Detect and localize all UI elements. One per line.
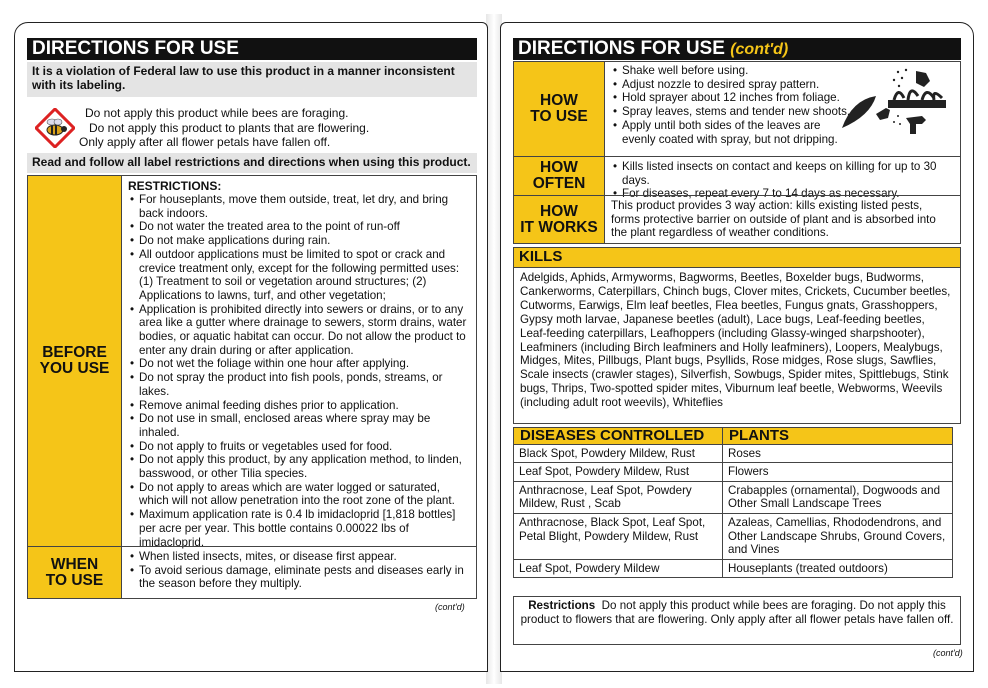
diseases-controlled-header: DISEASES CONTROLLED: [514, 428, 723, 445]
restriction-item: • Do not spray the product into fish pools, ponds, streams, or lakes.: [139, 371, 470, 398]
how-often-label: HOW OFTEN: [513, 156, 605, 196]
table-row: [514, 559, 953, 578]
how-to-use-label: HOW TO USE: [513, 61, 605, 157]
disease-table: [513, 427, 953, 578]
kills-box: [513, 267, 961, 424]
when-to-use-item: • To avoid serious damage, eliminate pests and diseases early in the season before they multiply.: [139, 564, 470, 591]
how-to-use-box: [604, 61, 961, 157]
right-page: [500, 22, 974, 672]
disease-table-header: [514, 428, 953, 445]
table-row: [514, 513, 953, 559]
table-row: [514, 444, 953, 463]
read-follow-text: Read and follow all label restrictions and directions when using this product.: [32, 155, 471, 169]
restriction-item: • All outdoor applications must be limited to spot or crack and crevice treatment only, except for the following permitted uses: (1) Treatment to soil or vegetation around structures; (2) Applications to lawns, turf, and other vegetation;: [139, 248, 470, 303]
kills-list-text: Adelgids, Aphids, Armyworms, Bagworms, Beetles, Boxelder bugs, Budworms, Cankerworms, Caterpillars, Chinch bugs, Clover mites, Crickets, Cucumber beetles, Cutworms, Earwigs, Elm leaf beetles, Flea beetles, Fungus gnats, Grasshoppers, Gypsy moth larvae, Japanese beetles (adult), Lace bugs, Leaf-feeding beetles, Leaf-feeding caterpillars, Leafhoppers (including Glassy-winged sharpshooter), Leafminers (including Birch leafminers and Holly leafminers), Loopers, Mealybugs, Midges, Mites, Pillbugs, Plant bugs, Psyllids, Rose midges, Rose slugs, Sawflies, Scale insects (crawler stages), Silverfish, Sowbugs, Spider mites, Spittlebugs, Stink bugs, Thrips, Two-spotted spider mites, Viburnum leaf beetle, Webworms, Weevils (including adult root weevils), Whiteflies: [520, 271, 951, 410]
how-to-use-item: • Hold sprayer about 12 inches from foliage.: [622, 91, 852, 105]
bee-warning-icon: [35, 108, 71, 144]
kills-heading: KILLS: [513, 247, 961, 268]
restriction-item: • Application is prohibited directly into sewers or drains, or to any area like a gutter where drainage to sewers, storm drains, water bodies, or aquatic habitat can occur. Do not allow the product to enter any drain during or after application.: [139, 303, 470, 358]
how-often-item: • Kills listed insects on contact and keeps on killing for up to 30 days.: [622, 160, 954, 187]
how-to-use-list: [611, 64, 852, 146]
plant-cell: Houseplants (treated outdoors): [723, 559, 953, 578]
disease-cell: Anthracnose, Black Spot, Leaf Spot, Petal Blight, Powdery Mildew, Rust: [514, 513, 723, 559]
restriction-item: • Do not apply to fruits or vegetables used for food.: [139, 440, 470, 454]
left-title: DIRECTIONS FOR USE: [27, 38, 477, 60]
left-contd: (cont'd): [435, 602, 465, 612]
restrictions-body: Do not apply this product while bees are foraging. Do not apply this product to flowers that are flowering. Only apply after all flower petals have fallen off.: [520, 599, 954, 626]
right-restrictions-box: [513, 596, 961, 645]
restrictions-box: [121, 175, 477, 547]
restriction-item: • Do not water the treated area to the point of run-off: [139, 220, 470, 234]
how-often-box: [604, 156, 961, 201]
how-to-use-item: • Apply until both sides of the leaves are evenly coated with spray, but not dripping.: [622, 119, 852, 146]
table-row: [514, 481, 953, 513]
plant-cell: Azaleas, Camellias, Rhododendrons, and Other Landscape Shrubs, Ground Covers, and Vines: [723, 513, 953, 559]
left-page: [14, 22, 488, 672]
how-it-works-text: This product provides 3 way action: kills existing listed pests, forms protective barrier on outside of plant and is absorbed into the plant regardless of weather conditions.: [611, 199, 936, 240]
when-to-use-item: • When listed insects, mites, or disease first appear.: [139, 550, 470, 564]
when-list: [128, 550, 470, 591]
how-to-use-item: • Adjust nozzle to desired spray pattern.: [622, 78, 852, 92]
bee-line-2: Do not apply this product to plants that are flowering.: [89, 120, 370, 135]
disease-cell: Leaf Spot, Powdery Mildew: [514, 559, 723, 578]
bee-warning-text: [79, 106, 479, 150]
when-to-use-label: WHEN TO USE: [27, 546, 122, 599]
restriction-item: • Do not wet the foliage within one hour after applying.: [139, 357, 470, 371]
bee-line-1: Do not apply this product while bees are foraging.: [85, 106, 349, 120]
plant-cell: Roses: [723, 444, 953, 463]
right-restrictions-text: [520, 599, 954, 627]
how-to-use-item: • Shake well before using.: [622, 64, 852, 78]
violation-text: It is a violation of Federal law to use this product in a manner inconsistent with its labeling.: [32, 64, 455, 92]
plants-header: PLANTS: [723, 428, 953, 445]
disease-cell: Black Spot, Powdery Mildew, Rust: [514, 444, 723, 463]
plant-cell: Crabapples (ornamental), Dogwoods and Other Small Landscape Trees: [723, 481, 953, 513]
restriction-item: • Do not make applications during rain.: [139, 234, 470, 248]
violation-box: [27, 62, 477, 97]
when-to-use-box: [121, 546, 477, 599]
restrictions-list: [128, 193, 470, 549]
how-to-use-item: • Spray leaves, stems and tender new shoots.: [622, 105, 852, 119]
restriction-item: • Do not apply this product, by any application method, to linden, basswood, or other Tilia species.: [139, 453, 470, 480]
restriction-item: • Remove animal feeding dishes prior to application.: [139, 399, 470, 413]
restrictions-label: Restrictions: [528, 599, 596, 612]
how-it-works-box: [604, 195, 961, 244]
disease-cell: Leaf Spot, Powdery Mildew, Rust: [514, 463, 723, 482]
spray-illustration-icon: [836, 66, 954, 136]
right-contd: (cont'd): [933, 648, 963, 658]
read-follow-box: [27, 153, 477, 173]
restriction-item: • Maximum application rate is 0.4 lb imidacloprid [1,818 bottles] per acre per year. This bottle contains 0.00022 lbs of imidacloprid.: [139, 508, 470, 549]
how-it-works-label: HOW IT WORKS: [513, 195, 605, 244]
disease-cell: Anthracnose, Leaf Spot, Powdery Mildew, Rust , Scab: [514, 481, 723, 513]
restriction-item: • Do not apply to areas which are water logged or saturated, which will not allow penetration into the root zone of the plant.: [139, 481, 470, 508]
plant-cell: Flowers: [723, 463, 953, 482]
how-often-item: • For diseases, repeat every 7 to 14 days as necessary.: [622, 187, 954, 201]
table-row: [514, 463, 953, 482]
bee-line-3: Only apply after all flower petals have fallen off.: [79, 135, 331, 149]
restrictions-heading: RESTRICTIONS:: [128, 179, 222, 193]
right-title: DIRECTIONS FOR USE (cont'd): [513, 38, 961, 60]
restriction-item: • For houseplants, move them outside, treat, let dry, and bring back indoors.: [139, 193, 470, 220]
restriction-item: • Do not use in small, enclosed areas where spray may be inhaled.: [139, 412, 470, 439]
before-you-use-label: BEFORE YOU USE: [27, 175, 122, 547]
